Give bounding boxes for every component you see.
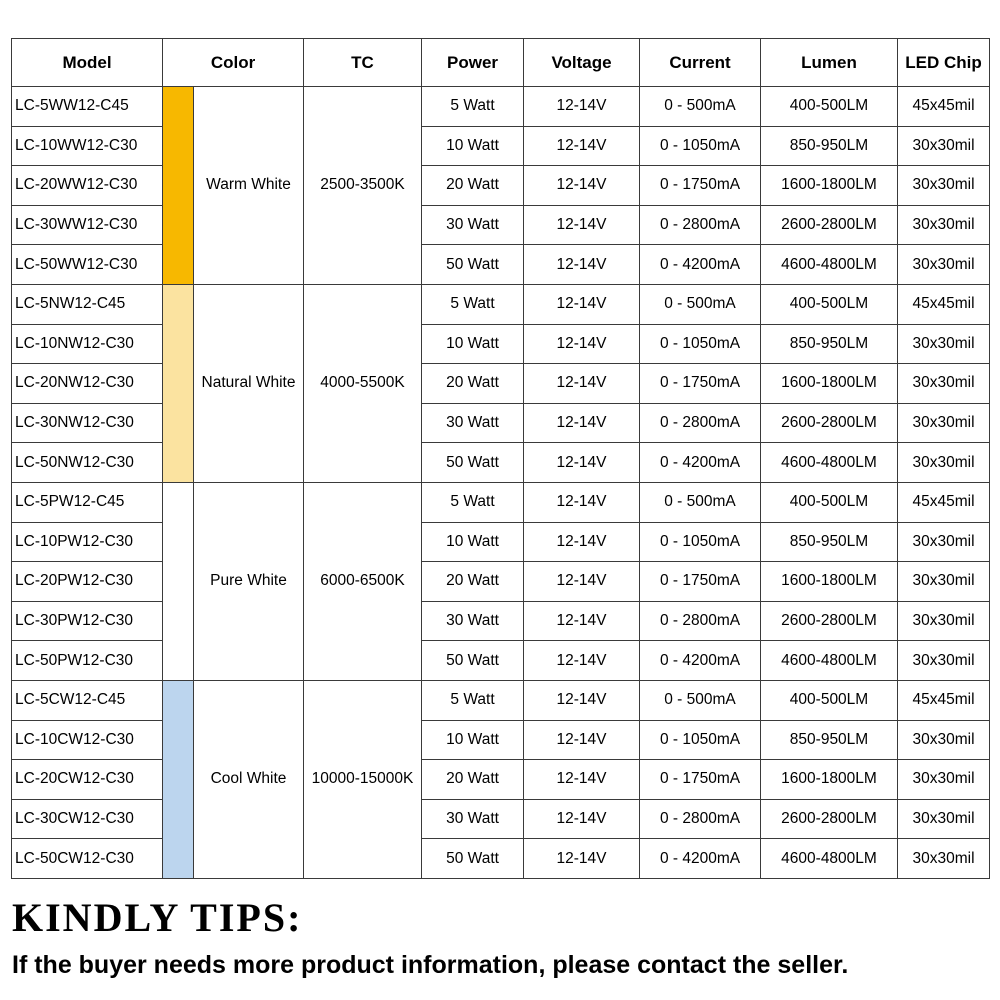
current-cell: 0 - 4200mA [640,641,761,681]
header-voltage: Voltage [524,39,640,87]
led-chip-cell: 30x30mil [898,126,990,166]
voltage-cell: 12-14V [524,324,640,364]
header-model: Model [12,39,163,87]
model-cell: LC-20WW12-C30 [12,166,163,206]
current-cell: 0 - 2800mA [640,601,761,641]
table-body [12,87,990,879]
table-row [12,324,990,364]
model-cell: LC-30PW12-C30 [12,601,163,641]
current-cell: 0 - 4200mA [640,245,761,285]
led-chip-cell: 30x30mil [898,641,990,681]
voltage-cell: 12-14V [524,403,640,443]
model-cell: LC-50NW12-C30 [12,443,163,483]
power-cell: 50 Watt [422,839,524,879]
current-cell: 0 - 500mA [640,284,761,324]
current-cell: 0 - 2800mA [640,205,761,245]
current-cell: 0 - 2800mA [640,403,761,443]
model-cell: LC-10WW12-C30 [12,126,163,166]
power-cell: 30 Watt [422,403,524,443]
model-cell: LC-30WW12-C30 [12,205,163,245]
power-cell: 50 Watt [422,641,524,681]
current-cell: 0 - 500mA [640,680,761,720]
table-row [12,364,990,404]
power-cell: 20 Watt [422,760,524,800]
current-cell: 0 - 1750mA [640,562,761,602]
model-cell: LC-20PW12-C30 [12,562,163,602]
lumen-cell: 4600-4800LM [761,641,898,681]
voltage-cell: 12-14V [524,284,640,324]
current-cell: 0 - 4200mA [640,443,761,483]
lumen-cell: 400-500LM [761,680,898,720]
model-cell: LC-30CW12-C30 [12,799,163,839]
lumen-cell: 850-950LM [761,126,898,166]
led-chip-cell: 30x30mil [898,839,990,879]
model-cell: LC-10NW12-C30 [12,324,163,364]
voltage-cell: 12-14V [524,87,640,127]
header-lumen: Lumen [761,39,898,87]
led-chip-cell: 45x45mil [898,284,990,324]
current-cell: 0 - 1750mA [640,364,761,404]
table-row [12,87,990,127]
voltage-cell: 12-14V [524,205,640,245]
current-cell: 0 - 2800mA [640,799,761,839]
tips-title: KINDLY TIPS: [12,895,303,940]
current-cell: 0 - 1050mA [640,324,761,364]
led-chip-cell: 30x30mil [898,720,990,760]
model-cell: LC-20NW12-C30 [12,364,163,404]
voltage-cell: 12-14V [524,680,640,720]
power-cell: 10 Watt [422,324,524,364]
table-row [12,403,990,443]
model-cell: LC-5WW12-C45 [12,87,163,127]
power-cell: 50 Watt [422,245,524,285]
led-chip-cell: 30x30mil [898,364,990,404]
lumen-cell: 4600-4800LM [761,245,898,285]
current-cell: 0 - 1050mA [640,720,761,760]
current-cell: 0 - 1050mA [640,126,761,166]
current-cell: 0 - 1750mA [640,760,761,800]
model-cell: LC-50PW12-C30 [12,641,163,681]
power-cell: 30 Watt [422,799,524,839]
table-row [12,443,990,483]
power-cell: 5 Watt [422,680,524,720]
model-cell: LC-5CW12-C45 [12,680,163,720]
color-swatch [163,482,194,680]
lumen-cell: 400-500LM [761,87,898,127]
voltage-cell: 12-14V [524,720,640,760]
table-row [12,205,990,245]
power-cell: 30 Watt [422,205,524,245]
table-row [12,601,990,641]
lumen-cell: 400-500LM [761,482,898,522]
table-row [12,522,990,562]
tips-text: If the buyer needs more product information, please contact the seller. [12,951,849,979]
header-current: Current [640,39,761,87]
lumen-cell: 4600-4800LM [761,443,898,483]
table-row [12,562,990,602]
voltage-cell: 12-14V [524,641,640,681]
lumen-cell: 1600-1800LM [761,364,898,404]
power-cell: 30 Watt [422,601,524,641]
table-row [12,839,990,879]
led-chip-cell: 30x30mil [898,403,990,443]
color-name-cell: Natural White [194,284,304,482]
voltage-cell: 12-14V [524,443,640,483]
led-chip-cell: 30x30mil [898,443,990,483]
voltage-cell: 12-14V [524,799,640,839]
voltage-cell: 12-14V [524,364,640,404]
header-color: Color [163,39,304,87]
led-chip-cell: 30x30mil [898,522,990,562]
model-cell: LC-10PW12-C30 [12,522,163,562]
header-led-chip: LED Chip [898,39,990,87]
table-row [12,126,990,166]
led-chip-cell: 30x30mil [898,601,990,641]
color-swatch [163,284,194,482]
header-power: Power [422,39,524,87]
lumen-cell: 2600-2800LM [761,205,898,245]
color-swatch [163,87,194,285]
color-swatch [163,680,194,878]
voltage-cell: 12-14V [524,522,640,562]
voltage-cell: 12-14V [524,245,640,285]
table-row [12,482,990,522]
model-cell: LC-50WW12-C30 [12,245,163,285]
tc-cell: 10000-15000K [304,680,422,878]
voltage-cell: 12-14V [524,601,640,641]
model-cell: LC-30NW12-C30 [12,403,163,443]
color-name-cell: Cool White [194,680,304,878]
voltage-cell: 12-14V [524,482,640,522]
color-name-cell: Warm White [194,87,304,285]
led-chip-cell: 30x30mil [898,562,990,602]
led-chip-cell: 30x30mil [898,324,990,364]
led-chip-cell: 45x45mil [898,87,990,127]
current-cell: 0 - 1050mA [640,522,761,562]
lumen-cell: 850-950LM [761,522,898,562]
power-cell: 20 Watt [422,166,524,206]
lumen-cell: 4600-4800LM [761,839,898,879]
lumen-cell: 1600-1800LM [761,166,898,206]
table-row [12,799,990,839]
led-chip-cell: 30x30mil [898,245,990,285]
table-row [12,166,990,206]
spec-table [11,38,990,879]
model-cell: LC-20CW12-C30 [12,760,163,800]
tc-cell: 4000-5500K [304,284,422,482]
table-row [12,680,990,720]
led-chip-cell: 45x45mil [898,482,990,522]
tc-cell: 2500-3500K [304,87,422,285]
power-cell: 10 Watt [422,126,524,166]
lumen-cell: 1600-1800LM [761,562,898,602]
current-cell: 0 - 4200mA [640,839,761,879]
voltage-cell: 12-14V [524,839,640,879]
power-cell: 10 Watt [422,720,524,760]
lumen-cell: 2600-2800LM [761,601,898,641]
power-cell: 5 Watt [422,284,524,324]
table-row [12,760,990,800]
led-chip-cell: 30x30mil [898,166,990,206]
lumen-cell: 400-500LM [761,284,898,324]
lumen-cell: 2600-2800LM [761,403,898,443]
header-row [12,39,990,87]
voltage-cell: 12-14V [524,562,640,602]
led-chip-cell: 45x45mil [898,680,990,720]
led-chip-cell: 30x30mil [898,205,990,245]
model-cell: LC-5NW12-C45 [12,284,163,324]
lumen-cell: 1600-1800LM [761,760,898,800]
current-cell: 0 - 500mA [640,482,761,522]
power-cell: 10 Watt [422,522,524,562]
power-cell: 50 Watt [422,443,524,483]
power-cell: 5 Watt [422,482,524,522]
table-row [12,720,990,760]
model-cell: LC-5PW12-C45 [12,482,163,522]
current-cell: 0 - 1750mA [640,166,761,206]
voltage-cell: 12-14V [524,760,640,800]
power-cell: 20 Watt [422,562,524,602]
voltage-cell: 12-14V [524,126,640,166]
model-cell: LC-10CW12-C30 [12,720,163,760]
lumen-cell: 850-950LM [761,324,898,364]
tc-cell: 6000-6500K [304,482,422,680]
model-cell: LC-50CW12-C30 [12,839,163,879]
header-tc: TC [304,39,422,87]
voltage-cell: 12-14V [524,166,640,206]
led-chip-cell: 30x30mil [898,799,990,839]
power-cell: 5 Watt [422,87,524,127]
led-chip-cell: 30x30mil [898,760,990,800]
table-row [12,284,990,324]
lumen-cell: 850-950LM [761,720,898,760]
color-name-cell: Pure White [194,482,304,680]
table-row [12,641,990,681]
table-row [12,245,990,285]
lumen-cell: 2600-2800LM [761,799,898,839]
current-cell: 0 - 500mA [640,87,761,127]
power-cell: 20 Watt [422,364,524,404]
